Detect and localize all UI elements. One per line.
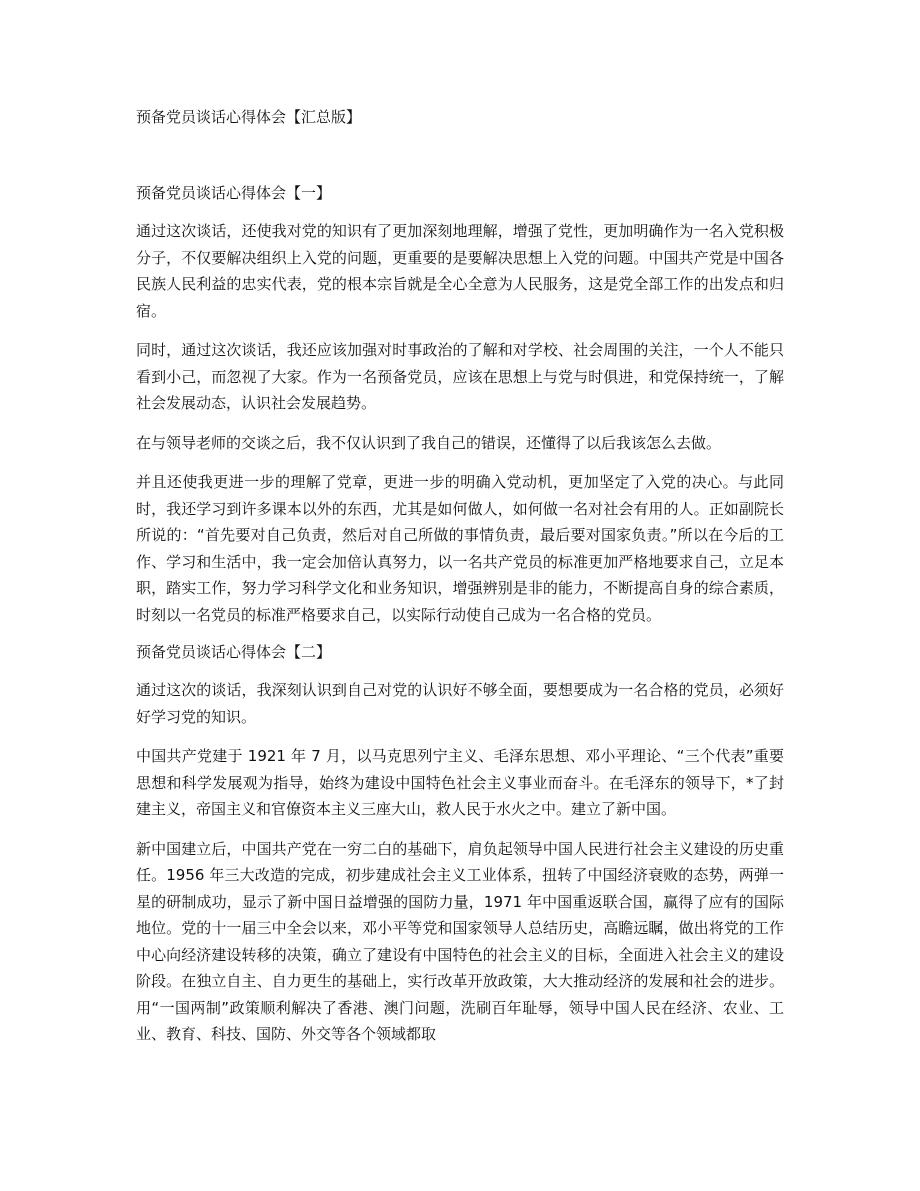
document-body [136,182,784,1061]
paragraph: 中国共产党建于 1921 年 7 月，以马克思列宁主义、毛泽东思想、邓小平理论、“三个代表”重要思想和科学发展观为指导，始终为建设中国特色社会主义事业而奋斗。在毛泽东的领导下，*了封建主义，帝国主义和官僚资本主义三座大山，救人民于水火之中。建立了新中国。 [136,747,784,818]
section-1 [136,182,784,628]
document-title: 预备党员谈话心得体会【汇总版】 [136,108,362,126]
paragraph: 通过这次谈话，还使我对党的知识有了更加深刻地理解，增强了党性，更加明确作为一名入党积极分子，不仅要解决组织上入党的问题，更重要的是要解决思想上入党的问题。中国共产党是中国各民族人民利益的忠实代表，党的根本宗旨就是全心全意为人民服务，这是党全部工作的出发点和归宿。 [136,222,784,320]
paragraph: 新中国建立后，中国共产党在一穷二白的基础下，肩负起领导中国人民进行社会主义建设的历史重任。1956 年三大改造的完成，初步建成社会主义工业体系，扭转了中国经济衰败的态势，两弹一星的研制成功，显示了新中国日益增强的国防力量，1971 年中国重返联合国，赢得了应有的国际地位。党的十一届三中全会以来，邓小平等党和国家领导人总结历史，高瞻远瞩，做出将党的工作中心向经济建设转移的决策，确立了建设有中国特色的社会主义的目标，全面进入社会主义的建设阶段。在独立自主、自力更生的基础上，实行改革开放政策，大大推动经济的发展和社会的进步。用“一国两制”政策顺利解决了香港、澳门问题，洗刷百年耻辱，领导中国人民在经济、农业、工业、教育、科技、国防、外交等各个领域都取 [136,839,784,1043]
paragraph: 在与领导老师的交谈之后，我不仅认识到了我自己的错误，还懂得了以后我该怎么去做。 [136,433,722,452]
section-heading: 预备党员谈话心得体会【一】 [136,184,332,202]
paragraph: 同时，通过这次谈话，我还应该加强对时事政治的了解和对学校、社会周围的关注，一个人不能只看到小己，而忽视了大家。作为一名预备党员，应该在思想上与党与时俱进，和党保持统一，了解社会发展动态，认识社会发展趋势。 [136,341,784,412]
paragraph: 并且还使我更进一步的理解了党章，更进一步的明确入党动机，更加坚定了入党的决心。与此同时，我还学习到许多课本以外的东西，尤其是如何做人，如何做一名对社会有用的人。正如副院长所说的：“首先要对自己负责，然后对自己所做的事情负责，最后要对国家负责。”所以在今后的工作、学习和生活中，我一定会加倍认真努力，以一名共产党员的标准更加严格地要求自己，立足本职，踏实工作，努力学习科学文化和业务知识，增强辨别是非的能力，不断提高自身的综合素质，时刻以一名党员的标准严格要求自己，以实际行动使自己成为一名合格的党员。 [136,473,784,624]
section-heading: 预备党员谈话心得体会【二】 [136,643,332,661]
section-2 [136,641,784,1048]
paragraph: 通过这次的谈话，我深刻认识到自己对党的认识好不够全面，要想要成为一名合格的党员，必须好好学习党的知识。 [136,681,784,726]
